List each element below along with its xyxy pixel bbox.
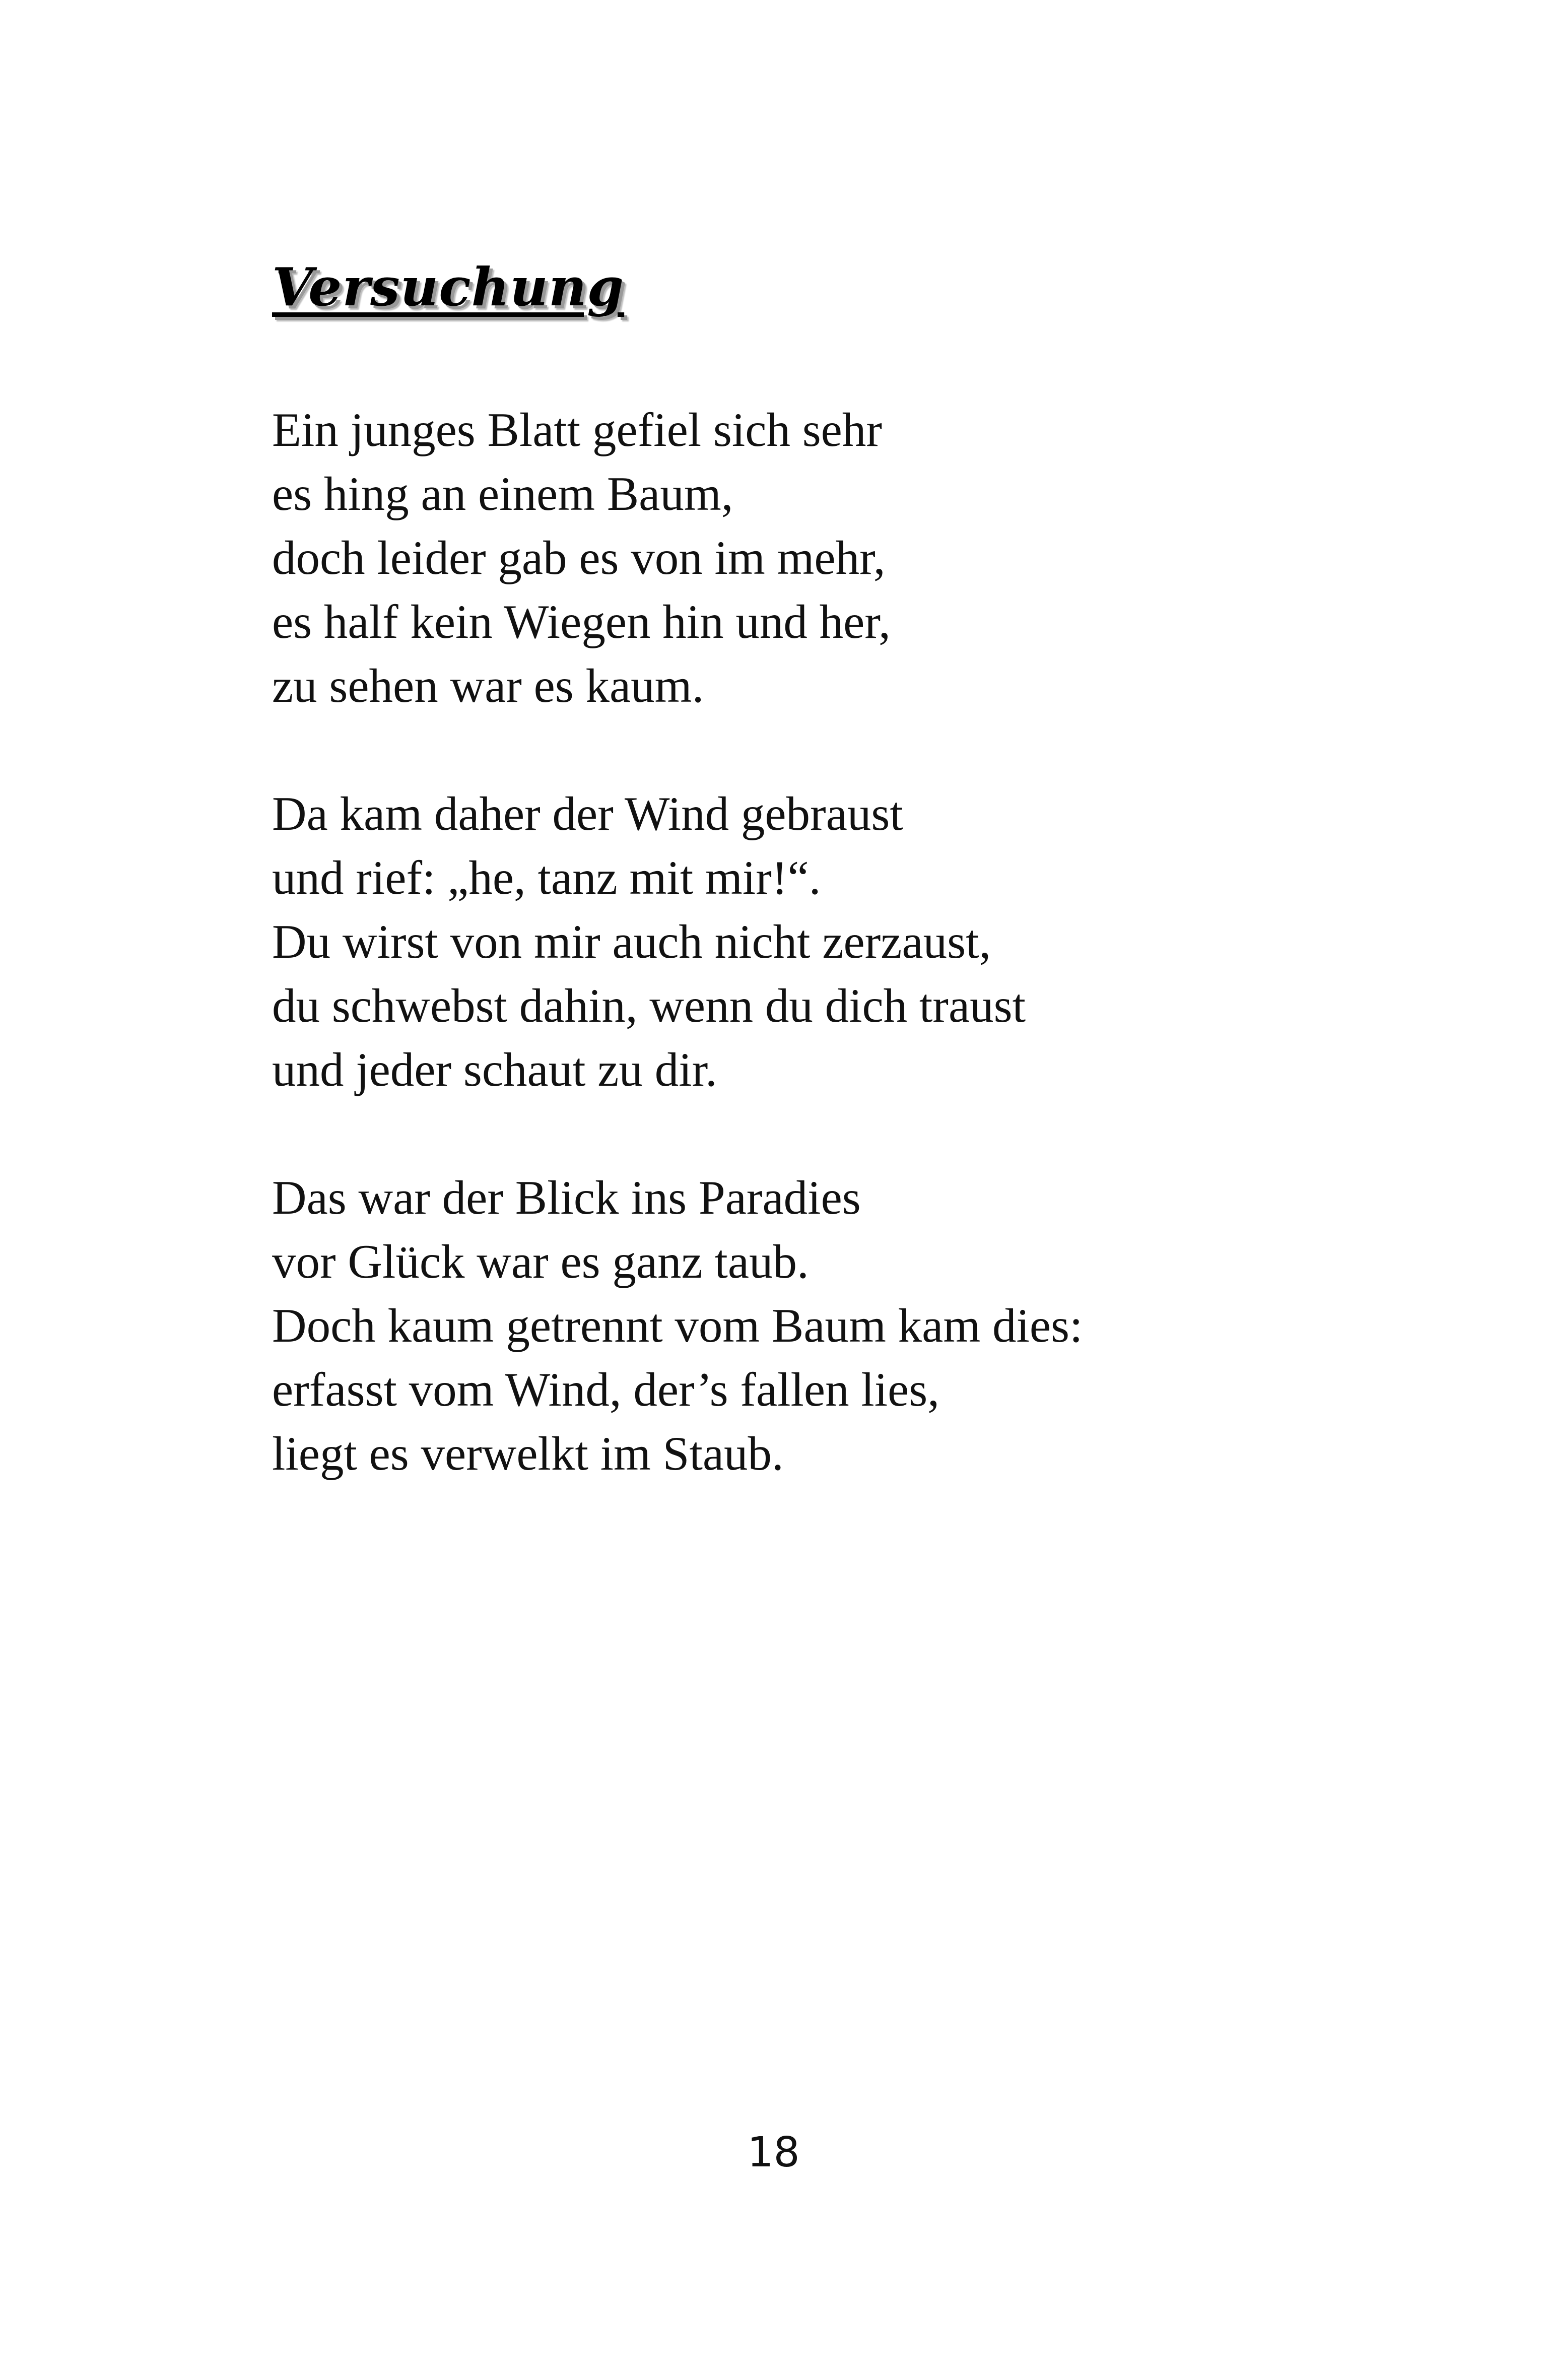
poem-line: doch leider gab es von im mehr, [272,531,886,584]
stanza-3 [272,1166,1280,1486]
poem-title: Versuchung [272,256,625,318]
poem-line: es hing an einem Baum, [272,467,733,520]
poem-line: es half kein Wiegen hin und her, [272,595,891,648]
poem-line: vor Glück war es ganz taub. [272,1235,809,1288]
poem-body [272,398,1280,1550]
stanza-2 [272,782,1280,1102]
poem-line: und rief: „he, tanz mit mir!“. [272,851,821,904]
poem-line: liegt es verwelkt im Staub. [272,1427,784,1480]
poem-line: Du wirst von mir auch nicht zerzaust, [272,915,991,968]
poem-line: Das war der Blick ins Paradies [272,1171,861,1224]
poem-line: und jeder schaut zu dir. [272,1043,717,1096]
poem-line: Ein junges Blatt gefiel sich sehr [272,403,882,456]
poem-line: Doch kaum getrennt vom Baum kam dies: [272,1299,1083,1352]
poem-line: du schwebst dahin, wenn du dich traust [272,979,1026,1032]
poem-line: erfasst vom Wind, der’s fallen lies, [272,1363,939,1416]
page-number: 18 [747,2129,800,2176]
poem-line: Da kam daher der Wind gebraust [272,787,903,840]
poem-line: zu sehen war es kaum. [272,659,704,712]
stanza-1 [272,398,1280,718]
